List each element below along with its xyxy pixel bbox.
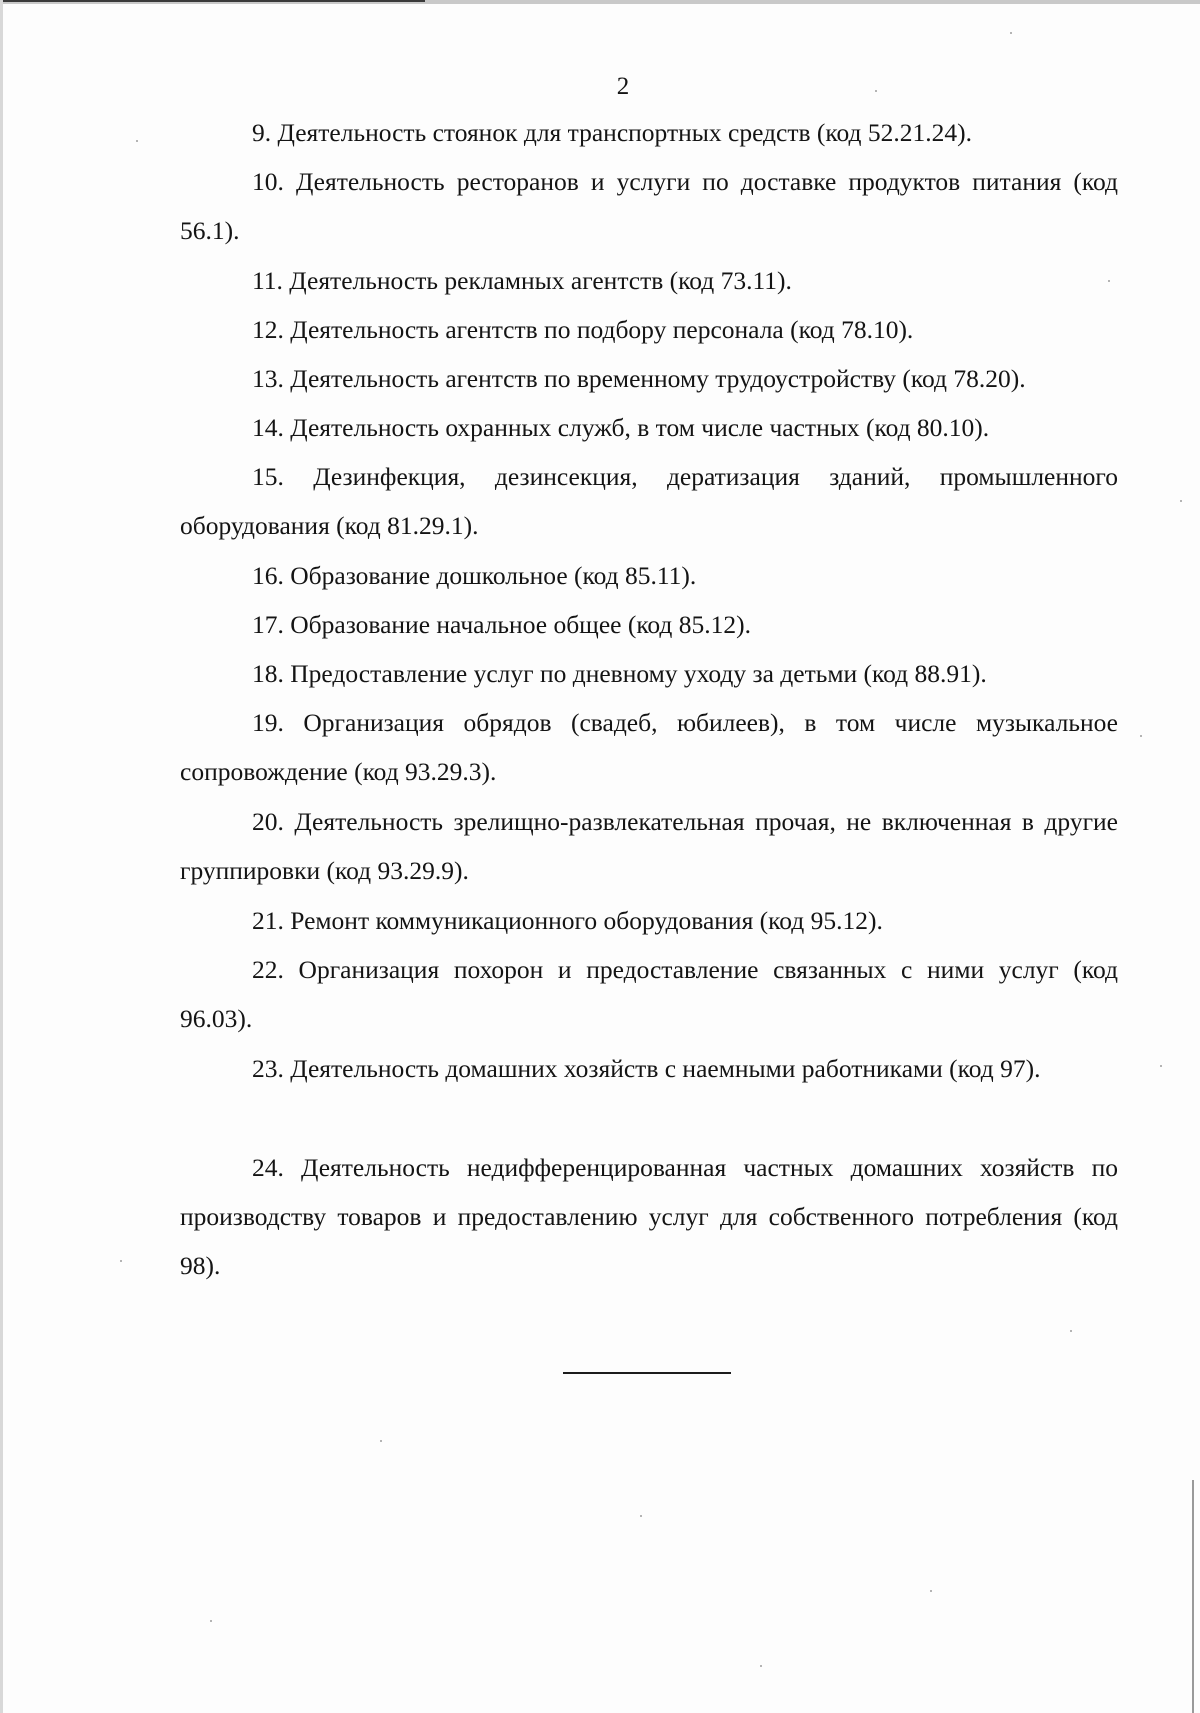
list-item: 13. Деятельность агентств по временному трудоустройству (код 78.20). xyxy=(252,364,1026,393)
list-item: 15. Дезинфекция, дезинсекция, дератизация зданий, промышленного оборудования (код 81.29.1). xyxy=(180,462,1118,540)
list-item: 9. Деятельность стоянок для транспортных средств (код 52.21.24). xyxy=(252,118,972,147)
scan-speck xyxy=(760,1665,762,1667)
scan-speck xyxy=(1180,500,1182,502)
list-item: 14. Деятельность охранных служб, в том числе частных (код 80.10). xyxy=(252,413,990,442)
scan-left-edge xyxy=(0,0,3,1713)
scan-right-edge xyxy=(1192,1480,1194,1713)
list-item: 22. Организация похорон и предоставление связанных с ними услуг (код 96.03). xyxy=(180,955,1118,1033)
scan-speck xyxy=(1140,735,1142,737)
list-item: 17. Образование начальное общее (код 85.12). xyxy=(252,610,752,639)
list-item: 24. Деятельность недифференцированная частных домашних хозяйств по производству товаров и предоставлению услуг для собственного потребления (код 98). xyxy=(180,1153,1118,1280)
scan-speck xyxy=(136,140,138,142)
list-item: 20. Деятельность зрелищно-развлекательная прочая, не включенная в другие группировки (код 93.29.9). xyxy=(180,807,1118,885)
scan-speck xyxy=(380,1440,382,1442)
scan-speck xyxy=(120,1260,122,1262)
page-number: 2 xyxy=(616,73,630,100)
scan-speck xyxy=(1108,280,1110,282)
scan-speck xyxy=(1010,32,1012,34)
list-item: 16. Образование дошкольное (код 85.11). xyxy=(252,561,697,590)
scan-top-rule xyxy=(0,0,425,2)
scan-speck xyxy=(1070,1330,1072,1332)
list-item: 21. Ремонт коммуникационного оборудования (код 95.12). xyxy=(252,906,883,935)
list-item: 18. Предоставление услуг по дневному уходу за детьми (код 88.91). xyxy=(252,659,987,688)
list-item: 12. Деятельность агентств по подбору персонала (код 78.10). xyxy=(252,315,914,344)
list-item: 23. Деятельность домашних хозяйств с наемными работниками (код 97). xyxy=(252,1054,1041,1083)
end-of-document-rule xyxy=(563,1372,731,1374)
list-item: 10. Деятельность ресторанов и услуги по доставке продуктов питания (код 56.1). xyxy=(180,167,1118,245)
scan-speck xyxy=(210,1620,212,1622)
scan-speck xyxy=(875,90,877,92)
scan-speck xyxy=(930,1590,932,1592)
scan-speck xyxy=(1160,1065,1162,1067)
list-item: 11. Деятельность рекламных агентств (код 73.11). xyxy=(252,266,792,295)
scan-speck xyxy=(640,1515,642,1517)
list-item: 19. Организация обрядов (свадеб, юбилеев), в том числе музыкальное сопровождение (код 93.29.3). xyxy=(180,708,1118,786)
